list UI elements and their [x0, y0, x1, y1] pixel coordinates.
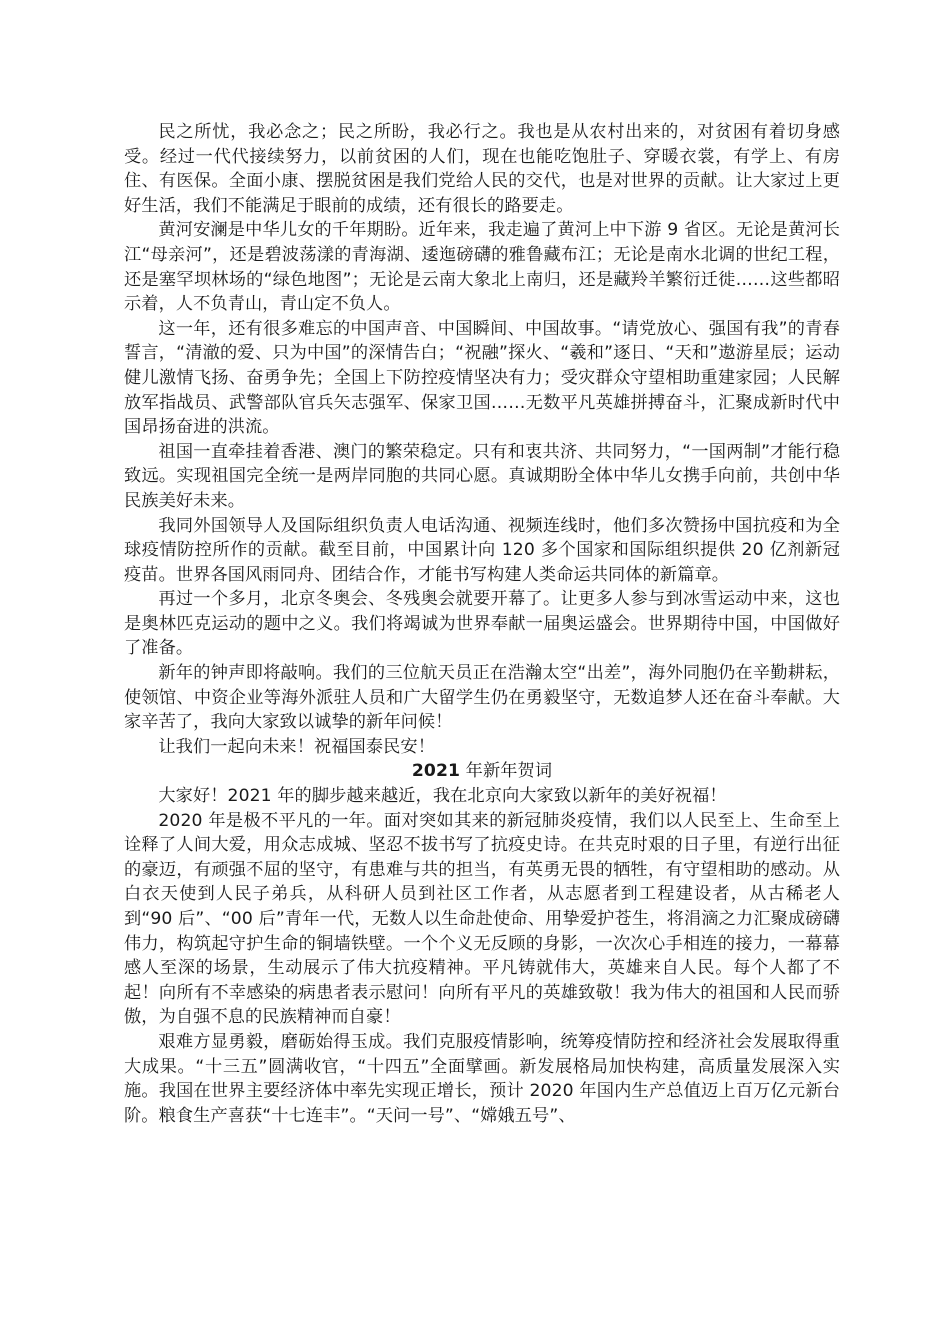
paragraph-winter-olympics: 再过一个多月，北京冬奥会、冬残奥会就要开幕了。让更多人参与到冰雪运动中来，这也是奥林匹克运动的题中之义。我们将竭诚为世界奉献一届奥运盛会。世界期待中国，中国做好了准备。 [124, 589, 840, 659]
heading-year: 2021 [411, 761, 461, 782]
heading-title: 年新年贺词 [460, 761, 553, 782]
paragraph-new-year-bell: 新年的钟声即将敲响。我们的三位航天员正在浩瀚太空“出差”，海外同胞仍在辛勤耕耘，使领馆、中资企业等海外派驻人员和广大留学生仍在勇毅坚守，无数追梦人还在奋斗奉献。大家辛苦了，我向大家致以诚挚的新年问候！ [124, 663, 840, 733]
paragraph-china-stories: 这一年，还有很多难忘的中国声音、中国瞬间、中国故事。“请党放心、强国有我”的青春誓言，“清澈的爱、只为中国”的深情告白；“祝融”探火、“羲和”逐日、“天和”遨游星辰；运动健儿激情飞扬、奋勇争先；全国上下防控疫情坚决有力；受灾群众守望相助重建家园；人民解放军指战员、武警部队官兵矢志强军、保家卫国……无数平凡英雄拼搏奋斗，汇聚成新时代中国昂扬奋进的洪流。 [124, 318, 840, 438]
paragraph-economic-results: 艰难方显勇毅，磨砺始得玉成。我们克服疫情影响，统筹疫情防控和经济社会发展取得重大成果。“十三五”圆满收官，“十四五”全面擘画。新发展格局加快构建，高质量发展深入实施。我国在世界主要经济体中率先实现正增长，预计 2020 年国内生产总值迈上百万亿元新台阶。粮食生产喜获“十七连丰”。“天问一号”、“嫦娥五号”、 [124, 1031, 840, 1126]
paragraph-2020-pandemic: 2020 年是极不平凡的一年。面对突如其来的新冠肺炎疫情，我们以人民至上、生命至上诠释了人间大爱，用众志成城、坚忍不拔书写了抗疫史诗。在共克时艰的日子里，有逆行出征的豪迈，有顽强不屈的坚守，有患难与共的担当，有英勇无畏的牺牲，有守望相助的感动。从白衣天使到人民子弟兵，从科研人员到社区工作者，从志愿者到工程建设者，从古稀老人到“90 后”、“00 后”青年一代，无数人以生命赴使命、用挚爱护苍生，将涓滴之力汇聚成磅礴伟力，构筑起守护生命的铜墙铁壁。一个个义无反顾的身影，一次次心手相连的接力，一幕幕感人至深的场景，生动展示了伟大抗疫精神。平凡铸就伟大，英雄来自人民。每个人都了不起！向所有不幸感染的病患者表示慰问！向所有平凡的英雄致敬！我为伟大的祖国和人民而骄傲，为自强不息的民族精神而自豪！ [124, 810, 840, 1028]
paragraph-greeting: 大家好！2021 年的脚步越来越近，我在北京向大家致以新年的美好祝福！ [158, 786, 727, 807]
document-page [124, 120, 840, 1128]
paragraph-closing-wish: 让我们一起向未来！祝福国泰民安！ [158, 736, 435, 757]
paragraph-hongkong-macau: 祖国一直牵挂着香港、澳门的繁荣稳定。只有和衷共济、共同努力，“一国两制”才能行稳致远。实现祖国完全统一是两岸同胞的共同心愿。真诚期盼全体中华儿女携手向前，共创中华民族美好未来。 [124, 441, 840, 511]
paragraph-vaccines: 我同外国领导人及国际组织负责人电话沟通、视频连线时，他们多次赞扬中国抗疫和为全球疫情防控所作的贡献。截至目前，中国累计向 120 多个国家和国际组织提供 20 亿剂新冠疫苗。世界各国风雨同舟、团结合作，才能书写构建人类命运共同体的新篇章。 [124, 515, 840, 585]
paragraph-poverty: 民之所忧，我必念之；民之所盼，我必行之。我也是从农村出来的，对贫困有着切身感受。经过一代代接续努力，以前贫困的人们，现在也能吃饱肚子、穿暖衣裳，有学上、有房住、有医保。全面小康、摆脱贫困是我们党给人民的交代，也是对世界的贡献。让大家过上更好生活，我们不能满足于眼前的成绩，还有很长的路要走。 [124, 122, 840, 216]
section-heading [124, 759, 840, 784]
paragraph-yellow-river: 黄河安澜是中华儿女的千年期盼。近年来，我走遍了黄河上中下游 9 省区。无论是黄河长江“母亲河”，还是碧波荡漾的青海湖、逶迤磅礴的雅鲁藏布江；无论是南水北调的世纪工程，还是塞罕坝林场的“绿色地图”；无论是云南大象北上南归，还是藏羚羊繁衍迁徙……这些都昭示着，人不负青山，青山定不负人。 [124, 220, 840, 315]
